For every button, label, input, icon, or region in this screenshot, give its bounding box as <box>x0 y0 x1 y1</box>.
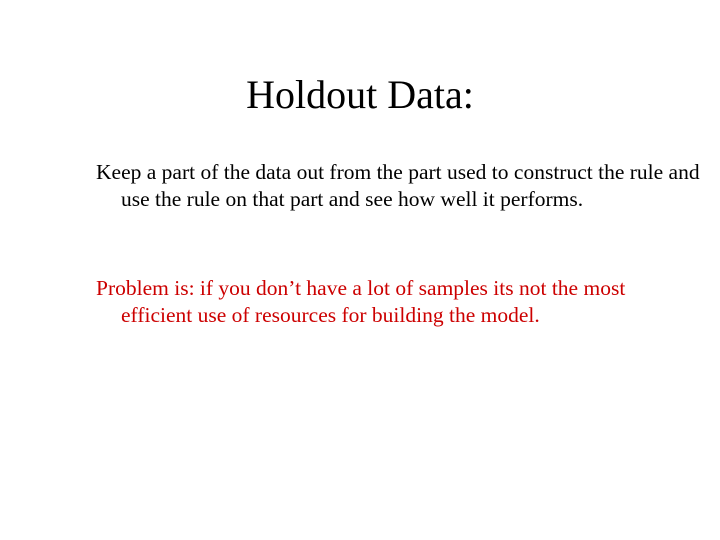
slide-title: Holdout Data: <box>246 72 474 117</box>
body-paragraph-holdout: Keep a part of the data out from the part used to construct the rule and use the rule on that part and see how well it performs. <box>96 160 700 211</box>
body-paragraph-problem: Problem is: if you don’t have a lot of samples its not the most efficient use of resources for building the model. <box>96 276 626 327</box>
